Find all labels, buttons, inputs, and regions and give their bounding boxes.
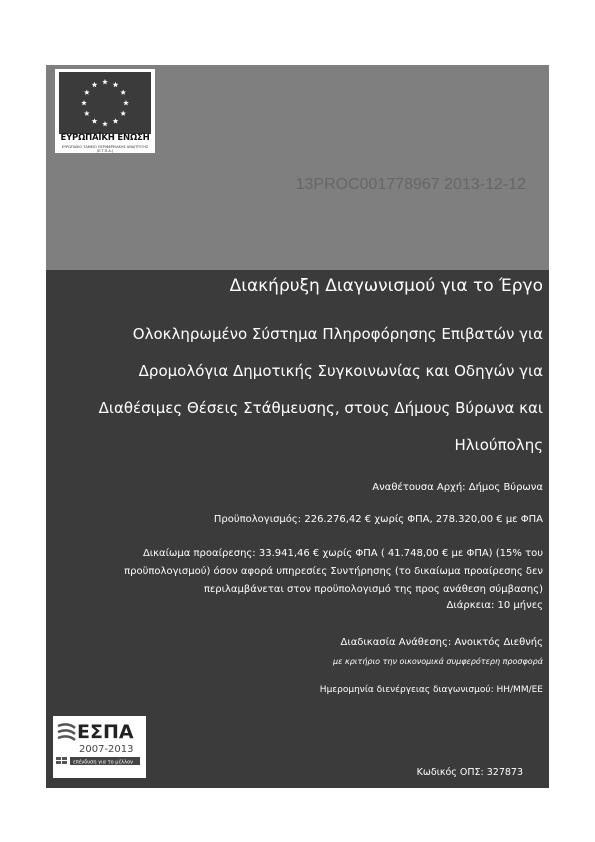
eu-logo-subtitle: ΕΥΡΩΠΑΪΚΟ ΤΑΜΕΙΟ ΠΕΡΙΦΕΡΕΙΑΚΗΣ ΑΝΑΠΤΥΞΗΣ (Ε.Τ.Π.Α.) xyxy=(61,145,149,153)
eu-flag-icon xyxy=(59,72,151,134)
eu-star xyxy=(102,121,108,126)
eu-star xyxy=(84,90,90,95)
eu-star xyxy=(120,111,126,116)
espa-logo xyxy=(53,716,146,778)
espa-logo-tagline: επένδυση για το μέλλον xyxy=(73,759,133,766)
eu-star xyxy=(92,82,98,87)
eu-star xyxy=(102,79,108,84)
project-title-line: Ολοκληρωμένο Σύστημα Πληροφόρησης Επιβατών για xyxy=(132,325,543,343)
duration xyxy=(447,600,543,611)
document-title: Διακήρυξη Διαγωνισμού για το Έργο xyxy=(229,276,543,296)
eu-star xyxy=(113,118,119,123)
authority-value: Δήμος Βύρωνα xyxy=(468,482,543,493)
ops-code-value: 327873 xyxy=(486,767,523,778)
ops-code xyxy=(417,767,523,778)
project-title xyxy=(48,316,543,464)
duration-label: Διάρκεια: xyxy=(446,600,495,611)
duration-value: 10 μήνες xyxy=(497,600,543,611)
option-value: 33.941,46 € χωρίς ΦΠΑ ( 41.748,00 € με ΦΠΑ) (15% του προϋπολογισμού) όσον αφορά υπηρεσίες Συντήρησης (το δικαίωμα προαίρεσης δεν περιλαμβάνεται στον προϋπολογισμό της προς ανάθεση σύμβασης) xyxy=(124,548,543,595)
budget-value: 226.276,42 € χωρίς ΦΠΑ, 278.320,00 € με ΦΠΑ xyxy=(304,514,543,525)
procedure-label: Διαδικασία Ανάθεσης: xyxy=(340,637,452,648)
award-procedure xyxy=(340,637,543,648)
eu-star xyxy=(123,100,129,105)
tender-date-value: ΗΗ/ΜΜ/ΕΕ xyxy=(496,685,543,695)
authority-label: Αναθέτουσα Αρχή: xyxy=(372,482,466,493)
cover-header-panel xyxy=(46,65,549,270)
espa-logo-name: ΕΣΠΑ xyxy=(77,721,134,743)
eu-star xyxy=(113,82,119,87)
contracting-authority xyxy=(372,482,543,493)
espa-logo-years: 2007-2013 xyxy=(79,744,134,755)
project-title-line: Διαθέσιμες Θέσεις Στάθμευσης, στους Δήμους Βύρωνα και xyxy=(98,399,543,417)
project-title-line: Ηλιούπολης xyxy=(454,436,543,454)
tender-date-label: Ημερομηνία διενέργειας διαγωνισμού: xyxy=(319,685,494,695)
budget-label: Προϋπολογισμός: xyxy=(213,514,302,525)
option-right xyxy=(73,545,543,599)
project-title-line: Δρομολόγια Δημοτικής Συγκοινωνίας και Οδηγών για xyxy=(138,362,543,380)
tender-date xyxy=(320,685,543,695)
eu-logo-name: ΕΥΡΩΠΑΪΚΗ ΕΝΩΣΗ xyxy=(60,133,150,143)
option-label: Δικαίωμα προαίρεσης: xyxy=(142,548,256,559)
procedure-value: Ανοικτός Διεθνής xyxy=(454,637,543,648)
eu-star xyxy=(81,100,87,105)
award-criterion: με κριτήριο την οικονομικά συμφερότερη προσφορά xyxy=(333,657,543,666)
ops-code-label: Κωδικός ΟΠΣ: xyxy=(416,767,484,778)
budget xyxy=(214,514,543,525)
eu-star xyxy=(120,90,126,95)
eu-star xyxy=(92,118,98,123)
cover-body-panel xyxy=(46,270,549,788)
eu-star xyxy=(84,111,90,116)
reference-code: 13PROC001778967 2013-12-12 xyxy=(295,176,526,193)
eu-logo xyxy=(55,69,155,153)
